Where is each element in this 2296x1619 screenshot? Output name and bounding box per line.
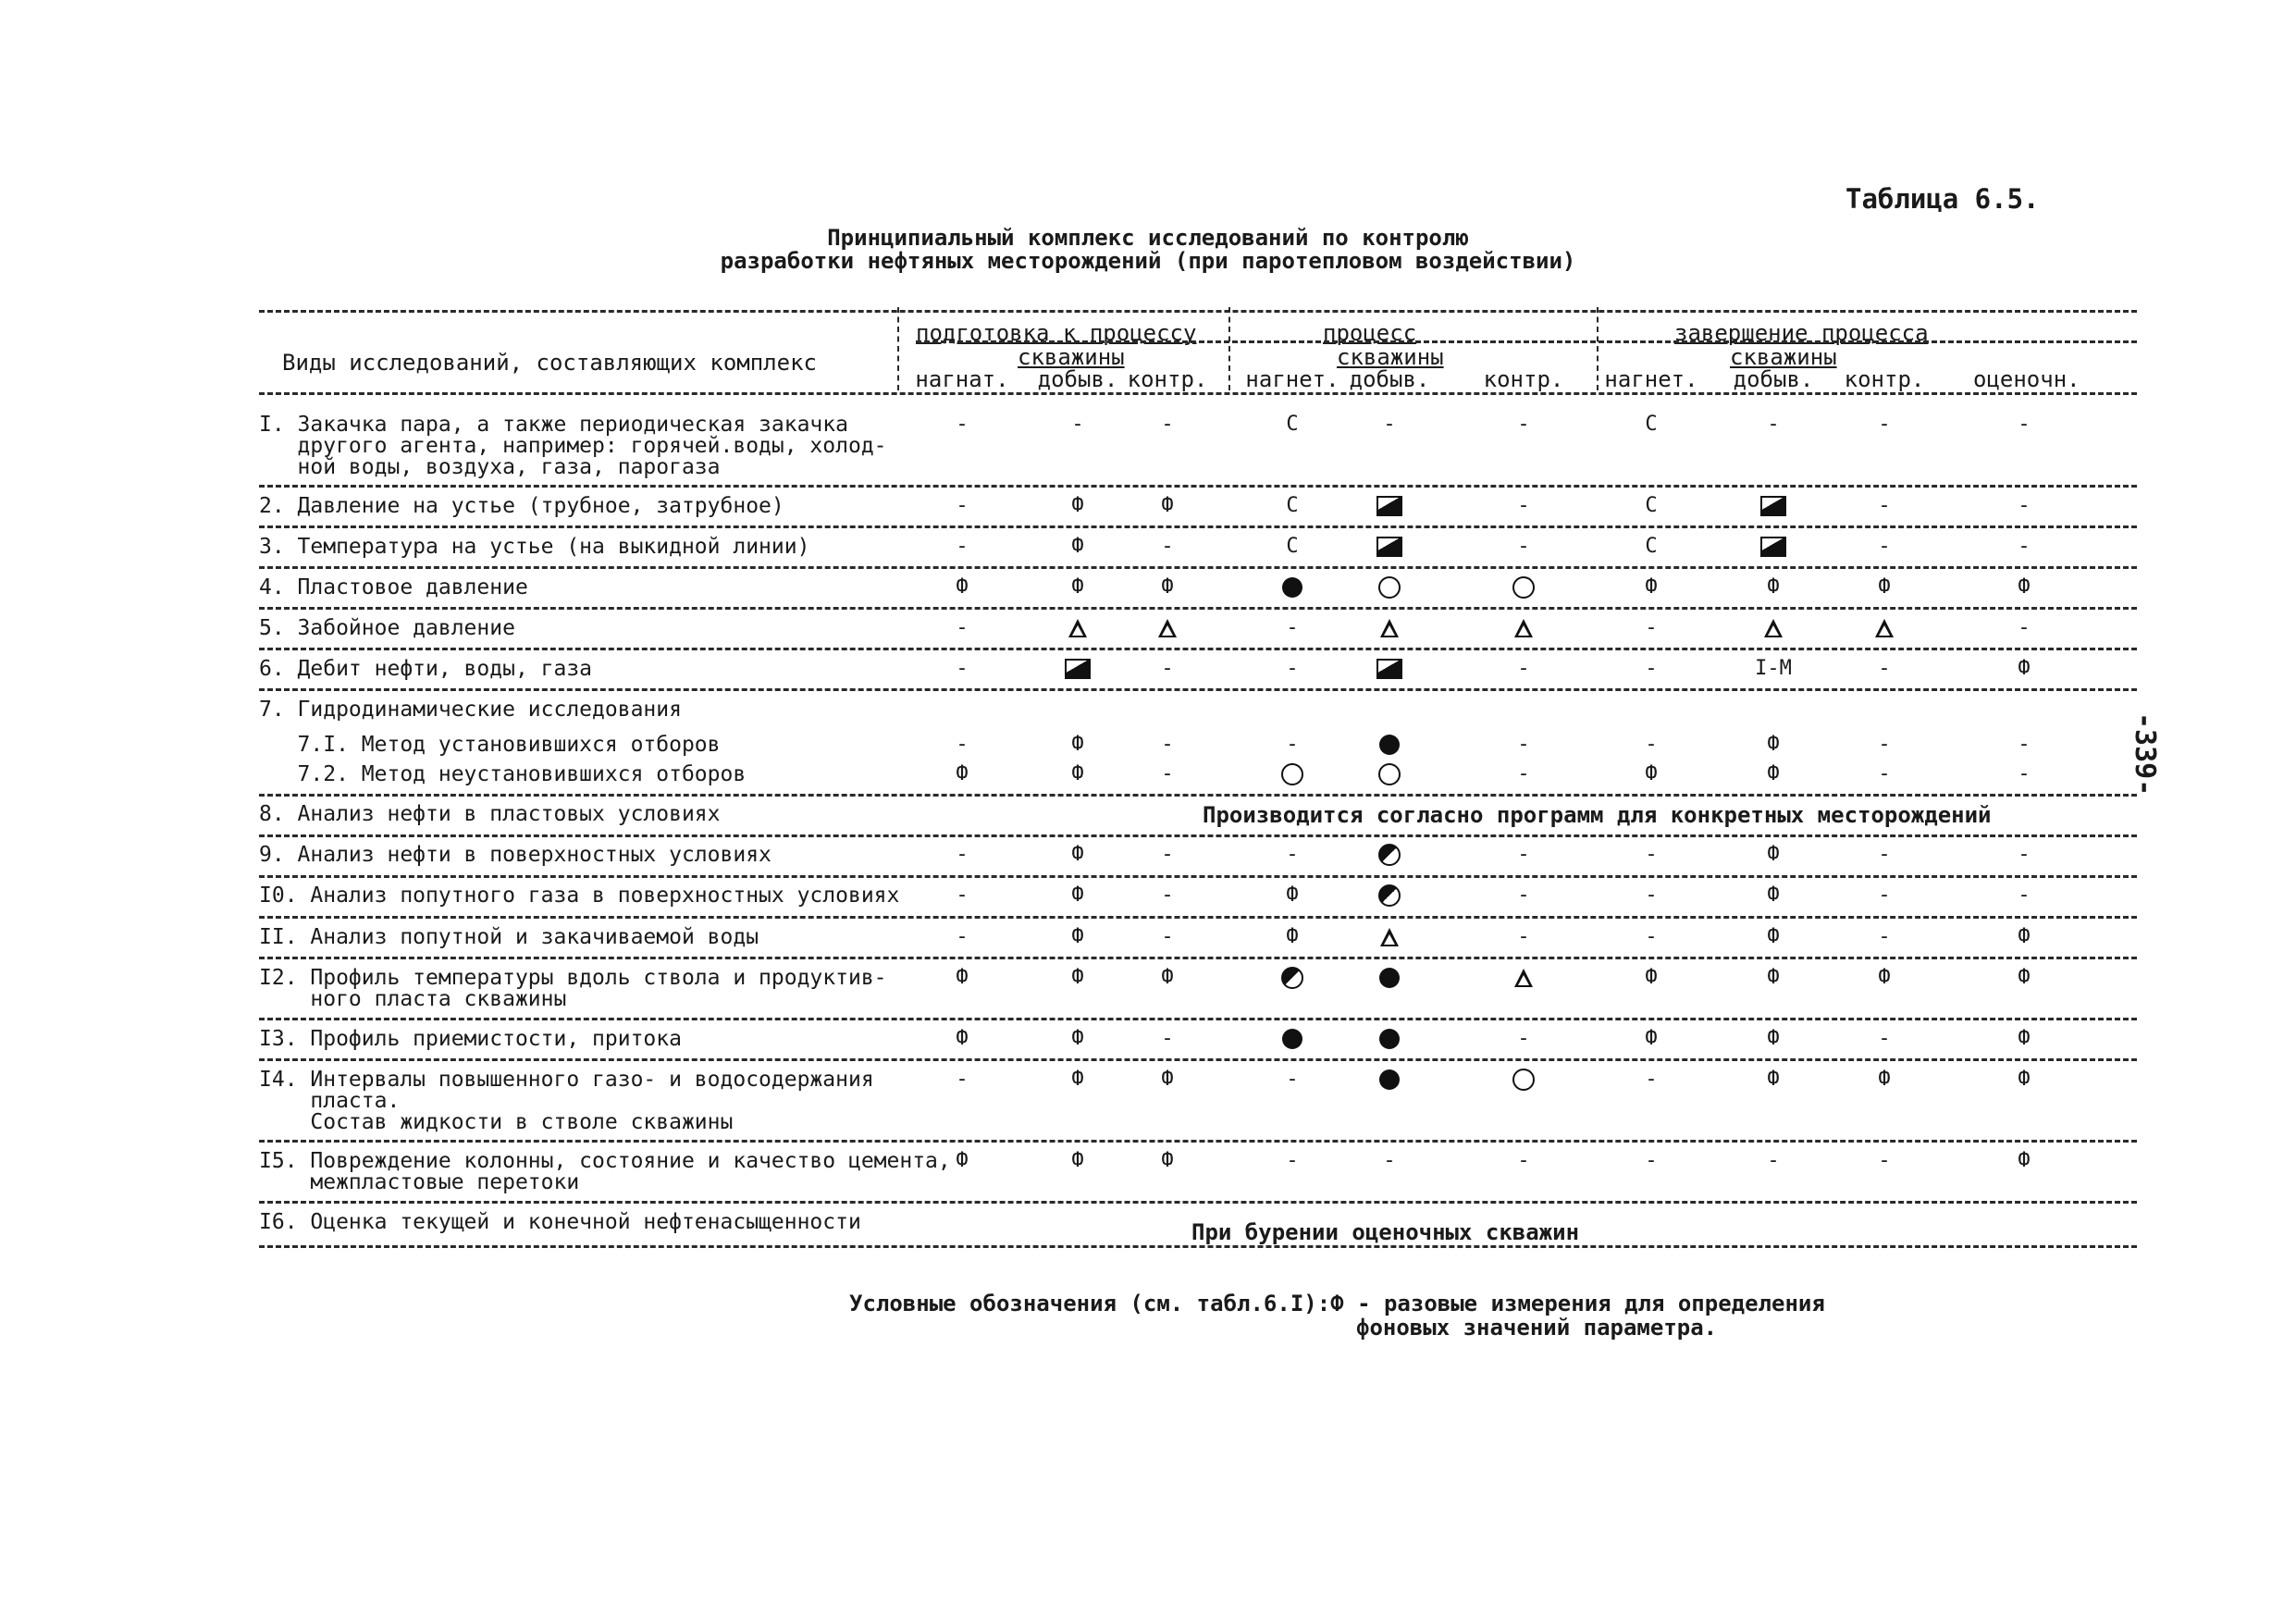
half-filled-circle-icon xyxy=(1378,884,1401,907)
row-separator xyxy=(259,648,2137,650)
open-circle-icon xyxy=(1512,576,1535,599)
table-cell: - xyxy=(1161,733,1174,756)
row-label: I5. Повреждение колонны, состояние и качество цемента, межпластовые перетоки xyxy=(259,1149,951,1194)
row-separator xyxy=(259,1245,2137,1248)
table-cell: C xyxy=(1645,535,1658,558)
column-header: контр. xyxy=(1844,366,1925,392)
table-cell: - xyxy=(1161,413,1174,436)
table-cell xyxy=(1366,762,1413,786)
row-label: 5. Забойное давление xyxy=(259,616,515,640)
table-cell: - xyxy=(956,616,969,639)
table-cell: - xyxy=(1517,733,1530,756)
row-label: 8. Анализ нефти в пластовых условиях xyxy=(259,802,721,826)
table-cell: - xyxy=(2018,884,2031,907)
triangle-icon xyxy=(1764,619,1783,637)
table-cell xyxy=(1269,575,1315,599)
table-cell: Ф xyxy=(2018,1027,2031,1050)
table-cell: Ф xyxy=(1161,966,1174,989)
table-cell xyxy=(1500,575,1547,599)
table-cell: - xyxy=(1517,925,1530,948)
filled-circle-icon xyxy=(1379,1069,1400,1090)
table-cell: Ф xyxy=(1071,884,1084,907)
header-group-process: процесс xyxy=(1323,320,1417,346)
table-cell xyxy=(1366,966,1413,990)
table-cell: - xyxy=(1517,413,1530,436)
open-circle-icon xyxy=(1378,763,1401,785)
header-group-prep: подготовка к процессу xyxy=(916,320,1197,346)
row-separator xyxy=(259,688,2137,691)
filled-circle-icon xyxy=(1379,735,1400,755)
table-cell xyxy=(1269,1027,1315,1051)
table-cell xyxy=(1750,616,1796,640)
table-cell: - xyxy=(1161,535,1174,558)
triangle-icon xyxy=(1514,619,1533,637)
filled-circle-icon xyxy=(1379,1029,1400,1049)
shaded-square-icon xyxy=(1760,537,1786,557)
table-cell: - xyxy=(2018,733,2031,756)
column-header: нагнат. xyxy=(915,366,1009,392)
table-cell: - xyxy=(1878,1149,1891,1172)
table-number: Таблица 6.5. xyxy=(1845,183,2040,215)
table-cell xyxy=(1500,616,1547,640)
column-header: оценочн. xyxy=(1973,366,2080,392)
table-cell: - xyxy=(1286,657,1299,680)
triangle-icon xyxy=(1514,969,1533,987)
table-cell xyxy=(1366,843,1413,867)
table-cell: Ф xyxy=(1645,575,1658,599)
row-label: I0. Анализ попутного газа в поверхностных условиях xyxy=(259,884,900,908)
table-cell: Ф xyxy=(1767,733,1780,756)
column-header: добыв. xyxy=(1733,366,1814,392)
table-cell: Ф xyxy=(1767,843,1780,866)
table-cell: - xyxy=(1878,843,1891,866)
row-label: 9. Анализ нефти в поверхностных условиях xyxy=(259,843,772,867)
table-cell: - xyxy=(2018,843,2031,866)
table-cell: C xyxy=(1286,494,1299,517)
table-cell: Ф xyxy=(1071,535,1084,558)
table-cell: - xyxy=(1645,843,1658,866)
table-cell: - xyxy=(1517,843,1530,866)
row-separator xyxy=(259,794,2137,797)
table-cell: - xyxy=(1161,884,1174,907)
column-header: контр. xyxy=(1127,366,1208,392)
table-cell: - xyxy=(1645,925,1658,948)
table-cell: Ф xyxy=(956,1027,969,1050)
column-header: добыв. xyxy=(1037,366,1118,392)
table-cell xyxy=(1366,657,1413,681)
table-cell: - xyxy=(1645,733,1658,756)
header-group-finish-sub: скважины xyxy=(1730,344,1837,370)
triangle-icon xyxy=(1380,928,1399,946)
table-cell xyxy=(1366,616,1413,640)
table-cell xyxy=(1366,884,1413,908)
table-cell xyxy=(1144,616,1191,640)
filled-circle-icon xyxy=(1379,968,1400,988)
table-cell: Ф xyxy=(956,966,969,989)
table-cell: Ф xyxy=(1071,1027,1084,1050)
table-title-line1: Принципиальный комплекс исследований по контролю xyxy=(827,225,1469,251)
table-cell: Ф xyxy=(1767,575,1780,599)
table-cell: - xyxy=(2018,413,2031,436)
table-cell: Ф xyxy=(1071,575,1084,599)
open-circle-icon xyxy=(1378,576,1401,599)
table-cell xyxy=(1055,657,1101,681)
row-label: I3. Профиль приемистости, притока xyxy=(259,1027,682,1051)
table-cell: - xyxy=(1383,1149,1396,1172)
table-cell: - xyxy=(1286,1068,1299,1091)
table-cell: - xyxy=(2018,535,2031,558)
column-header: нагнет. xyxy=(1245,366,1339,392)
table-cell: - xyxy=(2018,494,2031,517)
row-separator xyxy=(259,957,2137,959)
table-cell: - xyxy=(1161,762,1174,785)
row-separator xyxy=(259,566,2137,569)
triangle-icon xyxy=(1158,619,1177,637)
table-cell xyxy=(1366,494,1413,518)
row-separator xyxy=(259,1140,2137,1143)
table-cell xyxy=(1750,494,1796,518)
table-cell xyxy=(1366,575,1413,599)
table-cell: - xyxy=(1517,494,1530,517)
row-label: 7.2. Метод неустановившихся отборов xyxy=(259,762,747,786)
table-cell: - xyxy=(1878,762,1891,785)
row-label: I4. Интервалы повышенного газо- и водосодержания пласта. Состав жидкости в стволе скважины xyxy=(259,1068,874,1134)
header-group-finish: завершение процесса xyxy=(1674,320,1929,346)
table-cell: - xyxy=(1645,657,1658,680)
table-cell: - xyxy=(1645,1149,1658,1172)
table-cell: - xyxy=(1161,925,1174,948)
row8-note: Производится согласно программ для конкретных месторождений xyxy=(1203,802,1992,828)
row-label: 6. Дебит нефти, воды, газа xyxy=(259,657,593,681)
row-label: I6. Оценка текущей и конечной нефтенасыщенности xyxy=(259,1210,861,1234)
row-separator xyxy=(259,1058,2137,1061)
table-cell: Ф xyxy=(1071,762,1084,785)
row-label: 7.I. Метод установившихся отборов xyxy=(259,733,721,757)
table-cell xyxy=(1366,733,1413,757)
table-cell: Ф xyxy=(1071,494,1084,517)
triangle-icon xyxy=(1380,619,1399,637)
table-cell: Ф xyxy=(1645,966,1658,989)
table-cell: - xyxy=(1161,843,1174,866)
table-cell: - xyxy=(2018,616,2031,639)
row-label: 7. Гидродинамические исследования xyxy=(259,698,682,722)
header-group-process-sub: скважины xyxy=(1337,344,1444,370)
table-cell: - xyxy=(1517,1027,1530,1050)
table-cell xyxy=(1055,616,1101,640)
table-cell: Ф xyxy=(1161,575,1174,599)
table-cell: Ф xyxy=(1767,925,1780,948)
table-cell: Ф xyxy=(2018,1068,2031,1091)
triangle-icon xyxy=(1875,619,1894,637)
table-cell: Ф xyxy=(1878,1068,1891,1091)
table-cell: - xyxy=(1878,413,1891,436)
table-cell: Ф xyxy=(1071,1068,1084,1091)
row16-note: При бурении оценочных скважин xyxy=(1191,1219,1580,1245)
table-cell: - xyxy=(2018,762,2031,785)
row-label: I2. Профиль температуры вдоль ствола и продуктив- ного пласта скважины xyxy=(259,966,887,1011)
table-cell: - xyxy=(1517,762,1530,785)
table-cell: Ф xyxy=(1286,925,1299,948)
table-cell: Ф xyxy=(1878,966,1891,989)
row-label: 2. Давление на устье (трубное, затрубное) xyxy=(259,494,784,518)
table-cell: - xyxy=(956,413,969,436)
table-cell: Ф xyxy=(1071,966,1084,989)
shaded-square-icon xyxy=(1376,496,1402,516)
table-cell: - xyxy=(956,494,969,517)
table-cell xyxy=(1366,925,1413,949)
table-cell: Ф xyxy=(1767,1027,1780,1050)
table-cell: - xyxy=(1878,1027,1891,1050)
table-cell: - xyxy=(956,843,969,866)
table-cell: - xyxy=(956,733,969,756)
table-cell: - xyxy=(1517,884,1530,907)
table-cell: - xyxy=(956,657,969,680)
table-cell: Ф xyxy=(1071,843,1084,866)
table-cell: - xyxy=(1286,733,1299,756)
table-cell: - xyxy=(1517,535,1530,558)
row-separator xyxy=(259,916,2137,919)
table-cell: Ф xyxy=(1767,884,1780,907)
table-cell: Ф xyxy=(2018,1149,2031,1172)
triangle-icon xyxy=(1068,619,1087,637)
table-cell: - xyxy=(1878,657,1891,680)
table-cell: Ф xyxy=(1767,966,1780,989)
row-separator xyxy=(259,834,2137,837)
table-cell xyxy=(1861,616,1907,640)
table-cell: Ф xyxy=(1161,1068,1174,1091)
shaded-square-icon xyxy=(1065,659,1091,679)
table-cell: C xyxy=(1645,413,1658,436)
table-cell: C xyxy=(1286,413,1299,436)
table-cell: - xyxy=(1878,884,1891,907)
row-separator xyxy=(259,485,2137,488)
table-cell xyxy=(1500,1068,1547,1092)
table-cell: Ф xyxy=(1645,762,1658,785)
table-cell: - xyxy=(1161,657,1174,680)
table-cell: Ф xyxy=(956,1149,969,1172)
column-header: контр. xyxy=(1483,366,1564,392)
table-cell: Ф xyxy=(1071,733,1084,756)
row-label: 3. Температура на устье (на выкидной линии) xyxy=(259,535,810,559)
half-filled-circle-icon xyxy=(1281,967,1303,989)
table-title-line2: разработки нефтяных месторождений (при паротепловом воздействии) xyxy=(720,248,1576,274)
row-label: I. Закачка пара, а также периодическая закачка другого агента, например: горячей.воды, холод- ной воды, воздуха, газа, парогаза xyxy=(259,413,887,479)
table-cell: - xyxy=(1286,1149,1299,1172)
table-cell xyxy=(1269,966,1315,990)
table-cell: - xyxy=(1383,413,1396,436)
header-group-prep-sub: скважины xyxy=(1018,344,1125,370)
table-cell: - xyxy=(1161,1027,1174,1050)
table-cell xyxy=(1750,535,1796,559)
table-cell: Ф xyxy=(1286,884,1299,907)
table-cell: I-M xyxy=(1755,657,1792,680)
table-cell: - xyxy=(956,535,969,558)
open-circle-icon xyxy=(1281,763,1303,785)
table-cell: - xyxy=(1645,884,1658,907)
table-cell: - xyxy=(956,884,969,907)
table-cell: Ф xyxy=(1645,1027,1658,1050)
table-cell: - xyxy=(1878,925,1891,948)
table-cell: Ф xyxy=(956,762,969,785)
column-header: нагнет. xyxy=(1604,366,1698,392)
filled-circle-icon xyxy=(1282,1029,1302,1049)
table-cell: - xyxy=(1517,1149,1530,1172)
table-cell: - xyxy=(1645,616,1658,639)
row-label: 4. Пластовое давление xyxy=(259,575,528,599)
table-cell: - xyxy=(1517,657,1530,680)
table-cell: Ф xyxy=(1767,1068,1780,1091)
table-cell xyxy=(1366,535,1413,559)
table-cell: - xyxy=(1878,733,1891,756)
row-label: II. Анализ попутной и закачиваемой воды xyxy=(259,925,759,949)
table-cell: - xyxy=(1286,843,1299,866)
table-cell: Ф xyxy=(2018,657,2031,680)
table-cell: - xyxy=(956,1068,969,1091)
table-cell: Ф xyxy=(2018,575,2031,599)
table-cell: - xyxy=(1878,535,1891,558)
table-cell: Ф xyxy=(1161,494,1174,517)
row-separator xyxy=(259,1018,2137,1020)
table-cell: - xyxy=(1878,494,1891,517)
legend-line1: Условные обозначения (см. табл.6.I):Ф - разовые измерения для определения xyxy=(849,1291,1825,1316)
table-cell: Ф xyxy=(1071,1149,1084,1172)
table-cell: Ф xyxy=(2018,925,2031,948)
open-circle-icon xyxy=(1512,1069,1535,1091)
table-cell: - xyxy=(956,925,969,948)
shaded-square-icon xyxy=(1760,496,1786,516)
table-cell: Ф xyxy=(1071,925,1084,948)
filled-circle-icon xyxy=(1282,577,1302,598)
table-cell xyxy=(1269,762,1315,786)
table-cell: - xyxy=(1767,1149,1780,1172)
header-first-col: Виды исследований, составляющих комплекс xyxy=(282,350,817,376)
table-cell: Ф xyxy=(1878,575,1891,599)
shaded-square-icon xyxy=(1376,659,1402,679)
table-cell: Ф xyxy=(956,575,969,599)
row-separator xyxy=(259,525,2137,528)
table-cell: C xyxy=(1645,494,1658,517)
half-filled-circle-icon xyxy=(1378,844,1401,866)
row-separator xyxy=(259,1201,2137,1204)
table-cell: - xyxy=(1767,413,1780,436)
row-separator xyxy=(259,607,2137,610)
table-cell: - xyxy=(1071,413,1084,436)
column-header: добыв. xyxy=(1349,366,1430,392)
table-cell: - xyxy=(1286,616,1299,639)
table-cell: Ф xyxy=(1767,762,1780,785)
legend-line2: фоновых значений параметра. xyxy=(1356,1315,1718,1341)
shaded-square-icon xyxy=(1376,537,1402,557)
row-separator xyxy=(259,875,2137,878)
table-cell: Ф xyxy=(1161,1149,1174,1172)
table-cell xyxy=(1366,1068,1413,1092)
table-cell xyxy=(1500,966,1547,990)
table-cell: Ф xyxy=(2018,966,2031,989)
table-cell: C xyxy=(1286,535,1299,558)
page-number: -339- xyxy=(2129,712,2161,797)
table-cell: - xyxy=(1645,1068,1658,1091)
table-cell xyxy=(1366,1027,1413,1051)
